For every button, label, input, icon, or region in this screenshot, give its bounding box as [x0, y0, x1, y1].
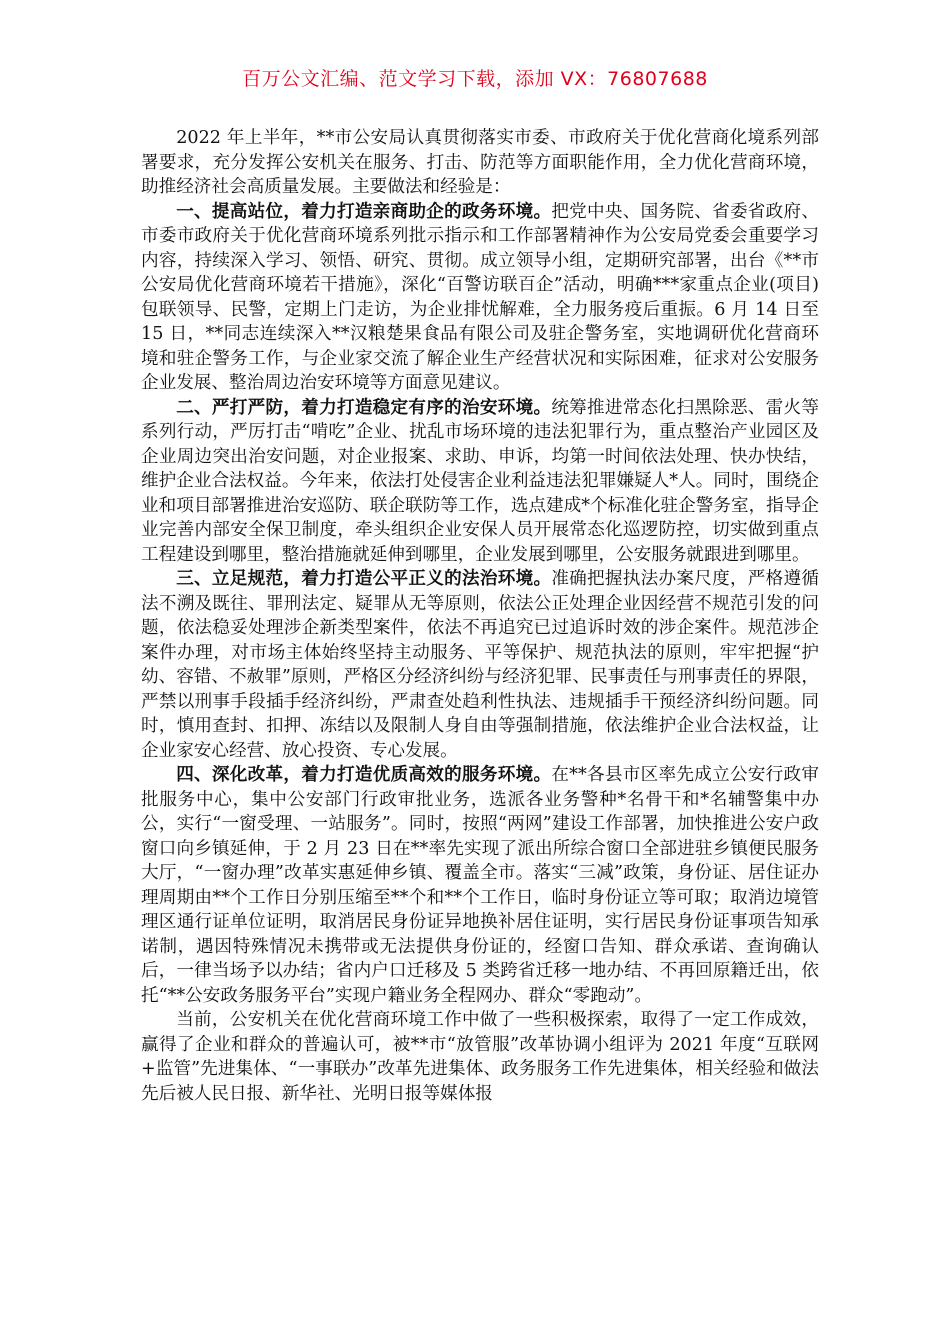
paragraph-section-4	[141, 763, 819, 1008]
paragraph-section-2	[141, 396, 819, 568]
paragraph-section-3	[141, 567, 819, 763]
paragraph-text: 统筹推进常态化扫黑除恶、雷火等系列行动，严厉打击“啃吃”企业、扰乱市场环境的违法犯罪行为，重点整治产业园区及企业周边突出治安问题，对企业报案、求助、申诉，均第一时间依法处理、快办快结，维护企业合法权益。今年来，依法打处侵害企业利益违法犯罪嫌疑人*人。同时，围绕企业和项目部署推进治安巡防、联企联防等工作，选点建成*个标准化驻企警务室，指导企业完善内部安全保卫制度，牵头组织企业安保人员开展常态化巡逻防控，切实做到重点工程建设到哪里，整治措施就延伸到哪里，企业发展到哪里，公安服务就跟进到哪里。	[141, 397, 819, 565]
section-heading: 一、提高站位，着力打造亲商助企的政务环境。	[176, 201, 552, 222]
document-body	[141, 126, 819, 1106]
paragraph-text: 2022 年上半年，**市公安局认真贯彻落实市委、市政府关于优化营商化境系列部署要求，充分发挥公安机关在服务、打击、防范等方面职能作用，全力优化营商环境，助推经济社会高质量发展。主要做法和经验是：	[141, 128, 819, 197]
paragraph-text: 把党中央、国务院、省委省政府、市委市政府关于优化营商环境系列批示指示和工作部署精神作为公安局党委会重要学习内容，持续深入学习、领悟、研究、贯彻。成立领导小组，定期研究部署，出台《**市公安局优化营商环境若干措施》，深化“百警访联百企”活动，明确***家重点企业(项目)包联领导、民警，定期上门走访，为企业排忧解难，全力服务疫后重振。6 月 14 日至 15 日，**同志连续深入**汉粮楚果食品有限公司及驻企警务室，实地调研优化营商环境和驻企警务工作，与企业家交流了解企业生产经营状况和实际困难，征求对公安服务企业发展、整治周边治安环境等方面意见建议。	[141, 201, 819, 393]
paragraph-text: 准确把握执法办案尺度，严格遵循法不溯及既往、罪刑法定、疑罪从无等原则，依法公正处理企业因经营不规范引发的问题，依法稳妥处理涉企新类型案件，依法不再追究已过追诉时效的涉企案件。规范涉企案件办理，对市场主体始终坚持主动服务、平等保护、规范执法的原则，牢牢把握“护幼、容错、不赦罪”原则，严格区分经济纠纷与经济犯罪、民事责任与刑事责任的界限，严禁以刑事手段插手经济纠纷，严肃查处趋利性执法、违规插手干预经济纠纷问题。同时，慎用查封、扣押、冻结以及限制人身自由等强制措施，依法维护企业合法权益，让企业家安心经营、放心投资、专心发展。	[141, 569, 819, 761]
paragraph-intro	[141, 126, 819, 200]
paragraph-conclusion	[141, 1008, 819, 1106]
header-banner: 百万公文汇编、范文学习下载，添加 VX：76807688	[242, 68, 708, 90]
paragraph-text: 当前，公安机关在优化营商环境工作中做了一些积极探索，取得了一定工作成效，赢得了企业和群众的普遍认可，被**市“放管服”改革协调小组评为 2021 年度“互联网+监管”先进集体、“一事联办”改革先进集体、政务服务工作先进集体，相关经验和做法先后被人民日报、新华社、光明日报等媒体报	[141, 1010, 819, 1104]
paragraph-text: 在**各县市区率先成立公安行政审批服务中心，集中公安部门行政审批业务，选派各业务警种*名骨干和*名辅警集中办公，实行“一窗受理、一站服务”。同时，按照“两网”建设工作部署，加快推进公安户政窗口向乡镇延伸，于 2 月 23 日在**率先实现了派出所综合窗口全部进驻乡镇便民服务大厅，“一窗办理”改革实惠延伸乡镇、覆盖全市。落实“三减”政策，身份证、居住证办理周期由**个工作日分别压缩至**个和**个工作日，临时身份证立等可取；取消边境管理区通行证单位证明，取消居民身份证异地换补居住证明，实行居民身份证事项告知承诺制，遇因特殊情况未携带或无法提供身份证的，经窗口告知、群众承诺、查询确认后，一律当场予以办结；省内户口迁移及 5 类跨省迁移一地办结、不再回原籍迁出，依托“**公安政务服务平台”实现户籍业务全程网办、群众“零跑动”。	[141, 765, 819, 1006]
section-heading: 四、深化改革，着力打造优质高效的服务环境。	[176, 765, 552, 785]
section-heading: 二、严打严防，着力打造稳定有序的治安环境。	[176, 397, 552, 418]
paragraph-section-1	[141, 200, 819, 396]
section-heading: 三、立足规范，着力打造公平正义的法治环境。	[176, 569, 552, 589]
